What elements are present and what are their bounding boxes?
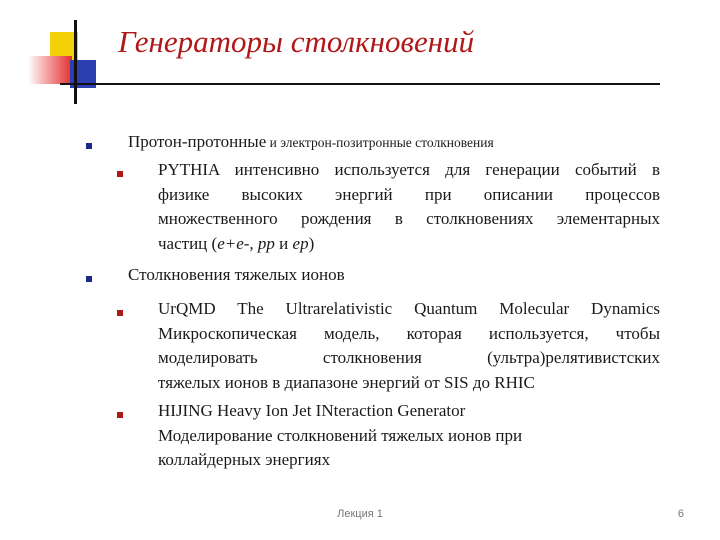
hijing-line-1: HIJING Heavy Ion Jet INteraction Generator (158, 401, 466, 420)
sub-bullet-urqmd (158, 297, 660, 395)
hijing-line-3: коллайдерных энергиях (158, 450, 331, 469)
pythia-line-2: физике высоких энергий при описании процессов (158, 184, 660, 204)
footer-lecture-label: Лекция 1 (337, 508, 383, 520)
slide-title: Генераторы столкновений (118, 24, 475, 59)
pythia-line-4-suffix: ) (308, 233, 315, 253)
logo-red-gradient-bar (28, 56, 72, 84)
title-underline (60, 83, 660, 85)
bullet-pp-ee-collisions (128, 130, 494, 156)
logo-vertical-line (74, 20, 77, 104)
pythia-line-3: множественного рождения в столкновениях элементарных (158, 209, 660, 228)
bullet-square-icon (86, 276, 92, 282)
bullet-text-small: и электрон-позитронные столкновения (266, 135, 494, 150)
sub-bullet-hijing (158, 399, 660, 473)
urqmd-line-2: Микроскопическая модель, которая используется, чтобы (158, 323, 660, 343)
urqmd-line-3: моделировать столкновения (ультра)релятивистских (158, 348, 660, 367)
urqmd-line-4: тяжелых ионов в диапазоне энергий от SIS до RHIC (158, 372, 535, 392)
pythia-line-4 (158, 232, 660, 257)
pythia-line-4-prefix: частиц ( (158, 233, 218, 253)
bullet-text-main: Протон-протонные (128, 132, 267, 151)
bullet-heavy-ion-collisions: Столкновения тяжелых ионов (128, 265, 345, 284)
sub-bullet-square-icon (117, 310, 123, 316)
sub-bullet-square-icon (117, 412, 123, 418)
hijing-line-2: Моделирование столкновений тяжелых ионов при (158, 425, 523, 445)
pythia-line-4-italic2: ep (292, 233, 309, 253)
slide-logo-decoration (0, 0, 120, 110)
pythia-line-4-mid: и (274, 233, 293, 253)
pythia-line-1: PYTHIA интенсивно используется для генерации событий в (158, 160, 660, 179)
footer-page-number: 6 (677, 508, 684, 520)
pythia-line-4-italic: e+e-, pp (217, 233, 275, 253)
bullet-square-icon (86, 143, 92, 149)
sub-bullet-square-icon (117, 171, 123, 177)
urqmd-line-1: UrQMD The Ultrarelativistic Quantum Molecular Dynamics (158, 299, 660, 318)
sub-bullet-pythia (158, 158, 660, 256)
